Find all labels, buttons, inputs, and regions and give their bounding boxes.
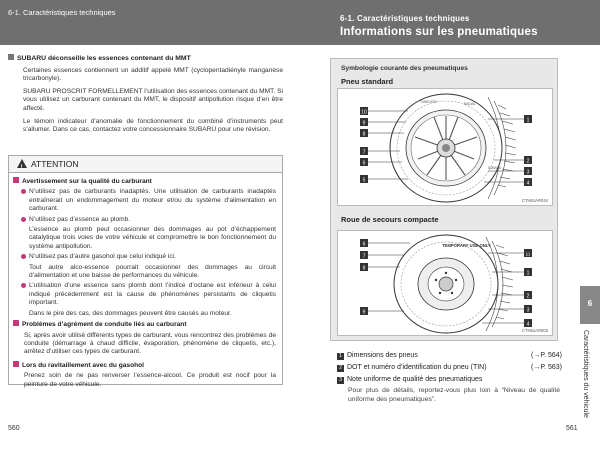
bullet-dot-icon — [21, 189, 26, 194]
callout-label: 3 — [526, 307, 530, 314]
callout-label: 7 — [362, 149, 366, 156]
callout-label: 10 — [361, 109, 367, 116]
spare-tire-svg — [338, 231, 554, 337]
callout-label: 3 — [526, 169, 530, 176]
warning-triangle-icon — [17, 159, 27, 168]
page-title: Informations sur les pneumatiques — [340, 26, 538, 38]
bullet-subtext: L’essence au plomb peut occasionner des dommages au pot d’échappement catalytique trois voies de votre véhicule et compromettre le bon fonctionnement du système antipollution. — [29, 226, 276, 250]
svg-text:SUBARU: SUBARU — [488, 166, 502, 170]
callout-label: 6 — [362, 160, 366, 167]
bullet-item: N’utilisez pas d’essence au plomb. — [13, 216, 276, 224]
callout-label: 2 — [526, 158, 530, 165]
pink-square-icon — [13, 320, 19, 326]
left-section-label: 6-1. Caractéristiques techniques — [8, 8, 116, 17]
page-reference-link[interactable]: (→P. 563) — [531, 364, 562, 371]
pink-square-icon — [13, 361, 19, 367]
bullet-dot-icon — [21, 283, 26, 288]
legend-number: 3 — [337, 377, 344, 384]
fuel-quality-heading: Avertissement sur la qualité du carburant — [13, 177, 276, 186]
mmt-section — [8, 54, 283, 139]
bullet-dot-icon — [21, 254, 26, 259]
callouts-right-standard — [524, 115, 532, 187]
attention-header: !ATTENTION — [9, 156, 282, 173]
gasohol-heading: Lors du ravitaillement avec du gasohol — [13, 361, 276, 370]
figure-code: CTH61AR003 — [521, 328, 548, 333]
callouts-left-spare — [360, 239, 368, 316]
legend-note: Pour plus de détails, reportez-vous plus loin à “Niveau de qualité uniforme des pneumatiques”. — [348, 387, 560, 403]
attention-box — [8, 155, 283, 388]
pink-square-icon — [13, 177, 19, 183]
callouts-right-spare — [524, 249, 532, 328]
callout-label: 9 — [362, 120, 366, 127]
legend-number: 2 — [337, 365, 344, 372]
callout-label: 7 — [362, 253, 366, 260]
callout-label: 8 — [362, 131, 366, 138]
bullet-item: N’utilisez pas d’autre gasohol que celui indiqué ici. — [13, 253, 276, 261]
gasohol-text: Prenez soin de ne pas renverser l’essence-alcool. Ce produit est nocif pour la peinture de votre véhicule. — [24, 372, 276, 388]
box-title: Symbologie courante des pneumatiques — [341, 65, 468, 72]
mmt-paragraph-2: SUBARU PROSCRIT FORMELLEMENT l’utilisation des essences contenant du MMT. Si vous utilisez un carburant contenant du MMT, le dispositif antipollution risque d’en être affecté. — [23, 87, 283, 112]
legend-item-2: 2 DOT et numéro d’identification du pneu (TIN) (→P. 563) — [337, 363, 562, 372]
svg-text:TUBELESS: TUBELESS — [420, 100, 437, 104]
standard-tire-caption: Pneu standard — [341, 77, 394, 86]
page-reference-link[interactable]: (→P. 564) — [531, 352, 562, 359]
callout-label: 9 — [362, 309, 366, 316]
right-page-number: 561 — [566, 425, 578, 432]
svg-text:RADIAL: RADIAL — [464, 102, 476, 106]
callout-label: 4 — [526, 321, 530, 328]
mmt-paragraph-1: Certaines essences contiennent un additif appelé MMT (cyclopentadiényle manganèse tricarbonyle). — [23, 66, 283, 83]
standard-tire-svg — [338, 89, 554, 207]
standard-tire-illustration — [337, 88, 553, 206]
chapter-tab-number: 6 — [587, 299, 593, 308]
driveability-text: Si, après avoir utilisé différents types de carburant, vous rencontrez des problèmes de conduite (démarrage à chaud difficile, évaporation, phénomène de cliquetis, etc.), arrêtez d’utiliser ces types de carburant. — [24, 331, 276, 356]
callout-label: 11 — [525, 251, 531, 257]
tire-sidewall-text: TEMPORARY USE ONLY — [442, 243, 491, 248]
callout-label: 5 — [362, 177, 366, 184]
left-page-number: 560 — [8, 425, 20, 432]
right-header-bar — [300, 0, 600, 45]
tire-symbols-box — [330, 58, 558, 341]
mmt-heading: SUBARU déconseille les essences contenant du MMT — [8, 54, 283, 64]
callout-label: 1 — [526, 270, 530, 277]
callout-label: 1 — [526, 117, 530, 124]
bullet-item: L’utilisation d’une essence sans plomb dont l’indice d’octane est inférieur à celui indiqué précédemment est la cause de phénomènes persistants de cliquetis important. — [13, 282, 276, 307]
legend-item-1: 1 Dimensions des pneus (→P. 564) — [337, 351, 562, 360]
callout-label: 8 — [362, 265, 366, 272]
driveability-heading: Problèmes d’agrément de conduite liés au carburant — [13, 320, 276, 329]
bullet-subtext: Dans le pire des cas, des dommages peuvent être causés au moteur. — [29, 309, 232, 317]
chapter-tab-label: Caractéristiques du véhicule — [582, 330, 589, 418]
mmt-paragraph-3: Le témoin indicateur d’anomalie de fonctionnement du combiné d’instruments peut s’allumer. Dans ce cas, contactez votre concessionnaire SUBARU pour une révision. — [23, 117, 283, 134]
square-bullet-icon — [8, 54, 14, 60]
left-header-bar — [0, 0, 300, 45]
bullet-item: N’utilisez pas de carburants inadaptés. Une utilisation de carburants inadaptés entraînerait un endommagement du moteur et/ou du système d’alimentation en carburant. — [13, 188, 276, 213]
attention-body — [9, 173, 282, 389]
callouts-left-standard — [360, 107, 368, 184]
bullet-subtext: Tout autre alco-essence pourrait occasionner des dommages au circuit d’alimentation et une baisse de performances du véhicule. — [29, 263, 276, 280]
chapter-tab[interactable] — [580, 286, 600, 324]
legend-item-3: 3 Note uniforme de qualité des pneumatiques — [337, 375, 562, 384]
callout-label: 4 — [526, 180, 530, 187]
legend-number: 1 — [337, 353, 344, 360]
right-section-label: 6-1. Caractéristiques techniques — [340, 14, 470, 23]
spare-tire-caption: Roue de secours compacte — [341, 215, 439, 224]
callout-label: 6 — [362, 241, 366, 248]
bullet-dot-icon — [21, 217, 26, 222]
figure-code: CTH61AR044 — [521, 198, 548, 203]
callout-label: 2 — [526, 293, 530, 300]
spare-tire-illustration — [337, 230, 553, 336]
